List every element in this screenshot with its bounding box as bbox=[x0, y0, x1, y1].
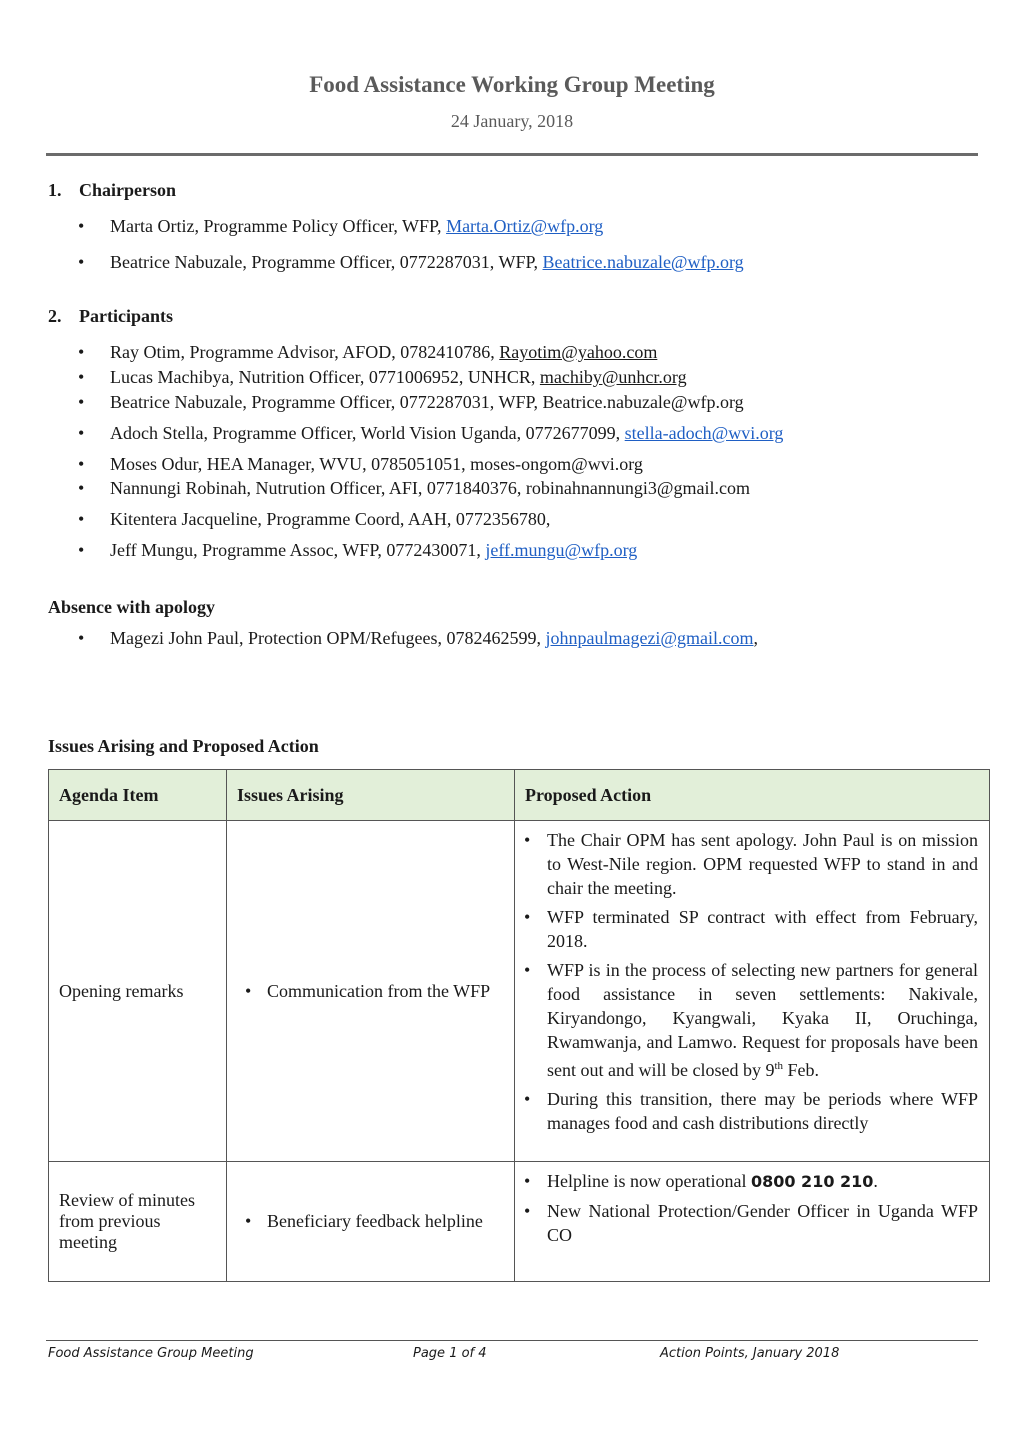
action-item: • WFP is in the process of selecting new partners for general food assistance in seven settlements: Nakivale, Kiryandongo, Kyangwali, Kyaka II, Oruchinga, Rwamwanja, and Lamwo. Request for proposals have been sent out and will be closed by 9th Feb. bbox=[516, 958, 978, 1082]
chairperson-heading bbox=[48, 180, 176, 201]
list-item: • Moses Odur, HEA Manager, WVU, 0785051051, moses-ongom@wvi.org bbox=[78, 454, 643, 475]
list-item: • Lucas Machibya, Nutrition Officer, 0771006952, UNHCR, machiby@unhcr.org bbox=[78, 367, 687, 388]
footer-right: Action Points, January 2018 bbox=[660, 1346, 840, 1361]
issue-cell bbox=[227, 821, 515, 1162]
helpline-number: 0800 210 210 bbox=[750, 1172, 874, 1191]
list-item: • Jeff Mungu, Programme Assoc, WFP, 0772430071, jeff.mungu@wfp.org bbox=[78, 540, 637, 561]
action-item: • The Chair OPM has sent apology. John Paul is on mission to West-Nile region. OPM requested WFP to stand in and chair the meeting. bbox=[516, 828, 978, 900]
chairperson-list bbox=[78, 216, 744, 273]
agenda-cell: Review of minutes from previous meeting bbox=[49, 1162, 227, 1282]
issue-item: • Beneficiary feedback helpline bbox=[237, 1211, 504, 1232]
section-number: 1. bbox=[48, 180, 62, 200]
document-title: Food Assistance Working Group Meeting bbox=[309, 72, 715, 97]
participants-heading bbox=[48, 306, 173, 327]
action-cell bbox=[515, 821, 990, 1162]
absence-heading: Absence with apology bbox=[48, 597, 216, 617]
list-item: • Ray Otim, Programme Advisor, AFOD, 0782410786, Rayotim@yahoo.com bbox=[78, 342, 657, 363]
list-item: • Beatrice Nabuzale, Programme Officer, 0772287031, WFP, Beatrice.nabuzale@wfp.org bbox=[78, 392, 744, 413]
list-item: • Nannungi Robinah, Nutrution Officer, AFI, 0771840376, robinahnannungi3@gmail.com bbox=[78, 478, 750, 499]
action-item: • During this transition, there may be periods where WFP manages food and cash distributions directly bbox=[516, 1087, 978, 1135]
section-number: 2. bbox=[48, 306, 62, 326]
list-item: • Adoch Stella, Programme Officer, World Vision Uganda, 0772677099, stella-adoch@wvi.org bbox=[78, 423, 783, 444]
table-row bbox=[49, 821, 990, 1162]
table-header-row bbox=[49, 770, 990, 821]
meeting-date: 24 January, 2018 bbox=[450, 111, 574, 131]
action-cell bbox=[515, 1162, 990, 1282]
table-row bbox=[49, 1162, 990, 1282]
table-title: Issues Arising and Proposed Action bbox=[48, 736, 319, 756]
section-title: Chairperson bbox=[79, 180, 177, 200]
agenda-cell: Opening remarks bbox=[49, 821, 227, 1162]
action-item: • WFP terminated SP contract with effect from February, 2018. bbox=[516, 905, 978, 953]
list-item: • Kitentera Jacqueline, Programme Coord, AAH, 0772356780, bbox=[78, 509, 550, 530]
email-link[interactable]: Rayotim@yahoo.com bbox=[499, 342, 658, 362]
column-header: Agenda Item bbox=[49, 770, 227, 821]
list-item: • Magezi John Paul, Protection OPM/Refugees, 0782462599, johnpaulmagezi@gmail.com, bbox=[78, 628, 758, 649]
email-link[interactable]: Marta.Ortiz@wfp.org bbox=[446, 216, 604, 236]
footer-page-number: Page 1 of 4 bbox=[413, 1346, 487, 1361]
header-divider bbox=[46, 153, 978, 156]
absence-list bbox=[78, 628, 758, 649]
issue-item: • Communication from the WFP bbox=[237, 981, 504, 1002]
footer-left: Food Assistance Group Meeting bbox=[48, 1346, 254, 1361]
email-link[interactable]: stella-adoch@wvi.org bbox=[624, 423, 784, 443]
list-item: • Beatrice Nabuzale, Programme Officer, 0772287031, WFP, Beatrice.nabuzale@wfp.org bbox=[78, 252, 744, 273]
column-header: Issues Arising bbox=[227, 770, 515, 821]
column-header: Proposed Action bbox=[515, 770, 990, 821]
email-link[interactable]: Beatrice.nabuzale@wfp.org bbox=[542, 252, 744, 272]
action-item: • New National Protection/Gender Officer in Uganda WFP CO bbox=[516, 1199, 978, 1247]
action-item: • Helpline is now operational 0800 210 210. bbox=[516, 1169, 978, 1194]
section-title: Participants bbox=[79, 306, 173, 326]
email-link[interactable]: machiby@unhcr.org bbox=[539, 367, 687, 387]
footer-divider bbox=[46, 1340, 978, 1341]
issues-table bbox=[48, 769, 990, 1282]
email-link[interactable]: jeff.mungu@wfp.org bbox=[485, 540, 638, 560]
list-item: • Marta Ortiz, Programme Policy Officer, WFP, Marta.Ortiz@wfp.org bbox=[78, 216, 744, 252]
issue-cell bbox=[227, 1162, 515, 1282]
email-link[interactable]: johnpaulmagezi@gmail.com bbox=[545, 628, 754, 648]
